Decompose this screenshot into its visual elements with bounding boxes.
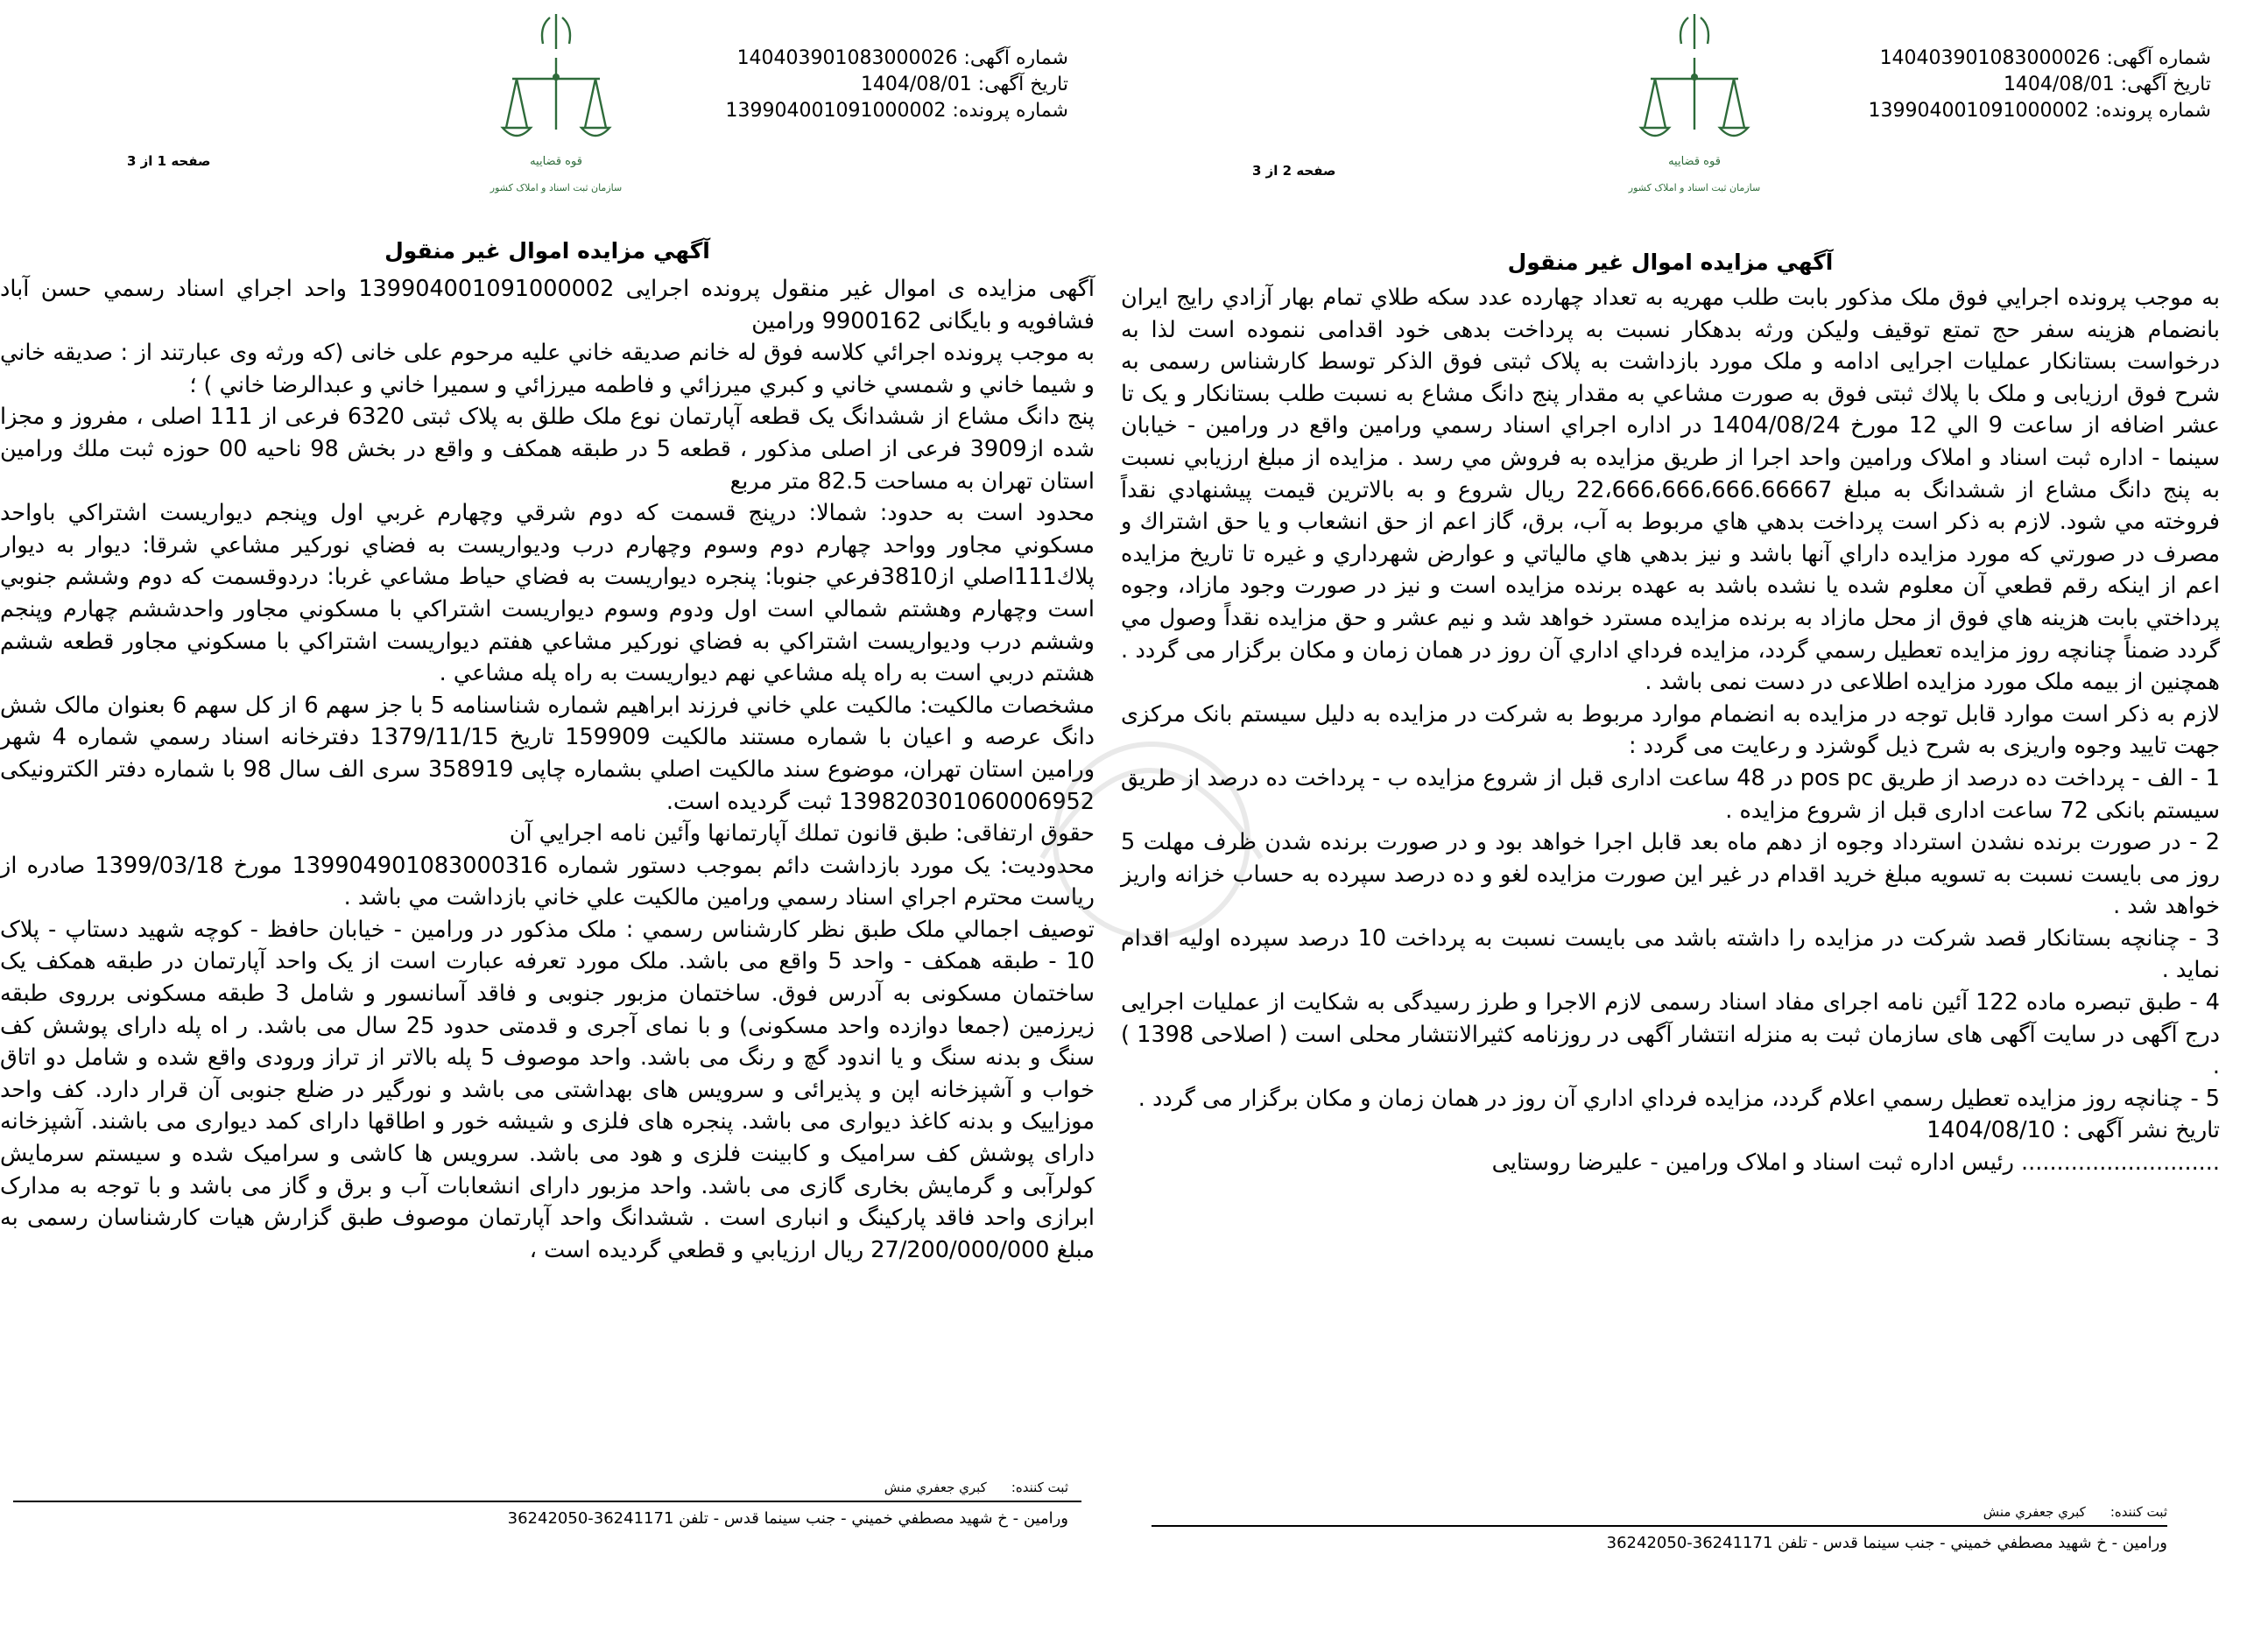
logo-caption-top: قوه قضاییه — [530, 155, 582, 168]
ad-date: 1404/08/01 — [860, 74, 972, 95]
paragraph: 2 - در صورت برنده نشدن استرداد وجوه از دهم ماه بعد قابل اجرا خواهد بود و در صورت برنده شدن ظرف مهلت 5 روز می بايست نسبت به تسويه مبلغ خريد اقدام در غير اين صورت مزايده لغو و ده درصد سپرده به حساب خزانه واريز خواهد شد . — [1121, 829, 2220, 920]
ad-number-label: شماره آگهی: — [963, 47, 1068, 69]
logo-caption-bottom: سازمان ثبت اسناد و املاک کشور — [490, 182, 623, 193]
registrar-label: ثبت کننده: — [1011, 1480, 1068, 1495]
paragraph: 5 - چنانچه روز مزايده تعطيل رسمي اعلام گردد، مزايده فرداي اداري آن روز در همان زمان و مکان برگزار می گردد . — [1138, 1085, 2220, 1112]
ad-date-label: تاریخ آگهی: — [977, 74, 1068, 95]
paragraph: 1 - الف - پرداخت ده درصد از طريق pos pc در 48 ساعت اداری قبل از شروع مزايده ب - پرداخت ده درصد از طريق سيستم بانکی 72 ساعت اداری قبل از شروع مزايده . — [1121, 764, 2220, 824]
paragraph: لازم به ذکر است موارد قابل توجه در مزايده به انضمام موارد مربوط به شرکت در مزايده به دليل سيستم بانک مرکزی جهت تاييد وجوه واريزی به شرح ذيل گوشزد و رعايت می گردد : — [1121, 700, 2220, 760]
notice-title: آگهي مزايده اموال غير منقول — [384, 238, 710, 264]
paragraph: به موجب پرونده اجرائي كلاسه فوق له خانم صديقه خاني عليه مرحوم علی خانی (که ورثه وی عبارتند از : صديقه خاني و شيما خاني و شمسي خاني و کبري ميرزائي و فاطمه ميرزائي و سميرا خاني و عبدالرضا خاني ) ؛ — [0, 340, 1095, 398]
registrar-label: ثبت کننده: — [2110, 1504, 2167, 1520]
notice-page-2 — [1121, 0, 2220, 1638]
paragraph: 3 - چنانچه بستانکار قصد شرکت در مزايده را داشته باشد می بايست نسبت به پرداخت 10 درصد سپرده اوليه اقدام نمايد . — [1121, 924, 2220, 984]
notice-body — [0, 273, 1095, 1266]
signature-line: ............................ رئيس اداره ثبت اسناد و املاک ورامين - عليرضا روستايی — [1491, 1149, 2220, 1177]
paragraph: آگهی مزايده ی اموال غير منقول پرونده اجرايی 139904001091000002 واحد اجراي اسناد رسمي حسن آباد فشافويه و بايگانی 9900162 ورامين — [0, 276, 1095, 334]
notice-meta — [726, 46, 1068, 124]
office-address: ورامين - خ شهيد مصطفي خميني - جنب سينما قدس - تلفن 36241171-36242050 — [1606, 1534, 2167, 1552]
notice-body — [1121, 282, 2220, 1179]
notice-title: آگهي مزايده اموال غير منقول — [1507, 250, 1834, 275]
case-number: 139904001091000002 — [1868, 100, 2089, 122]
ad-date: 1404/08/01 — [2003, 74, 2115, 95]
page-footer — [1121, 1504, 2220, 1552]
case-number-label: شماره پرونده: — [952, 100, 1068, 122]
paragraph: پنج دانگ مشاع از ششدانگ يک قطعه آپارتمان نوع ملک طلق به پلاک ثبتی 6320 فرعی از 111 اصلی ، مفروز و مجزا شده از3909 فرعی از اصلی مذکور ، قطعه 5 در طبقه همکف و واقع در بخش 98 ناحيه 00 حوزه ثبت ملك ورامين استان تهران به مساحت 82.5 متر مربع — [0, 404, 1095, 495]
notice-page-1 — [0, 0, 1095, 1638]
ad-number-label: شماره آگهی: — [2106, 47, 2211, 69]
footer-divider — [1152, 1525, 2167, 1527]
registrar-name: کبري جعفري منش — [884, 1480, 987, 1495]
paragraph: 4 - طبق تبصره ماده 122 آئين نامه اجرای مفاد اسناد رسمی لازم الاجرا و طرز رسيدگی به شکايت از عمليات اجرايی درج آگهی در سايت آگهی های سازمان ثبت به منزله انتشار آگهی در روزنامه کثيرالانتشار محلی است ( اصلاحی 1398 ) . — [1121, 989, 2220, 1080]
case-number: 139904001091000002 — [725, 100, 947, 122]
registrar-name: کبري جعفري منش — [1983, 1504, 2086, 1520]
notice-meta — [1869, 46, 2211, 124]
page-number: صفحه 2 از 3 — [1252, 163, 1336, 179]
page-footer — [0, 1480, 1095, 1528]
ad-number: 140403901083000026 — [1879, 47, 2101, 69]
case-number-label: شماره پرونده: — [2095, 100, 2211, 122]
paragraph: توصيف اجمالي ملک طبق نظر کارشناس رسمي : ملک مذکور در ورامين - خيابان حافظ - کوچه شهيد دستاپ - پلاک 10 - طبقه همکف - واحد 5 واقع می باشد. ملک مورد تعرفه عبارت است از يک واحد آپارتمان در طبقه همکف يک ساختمان مسکونی به آدرس فوق. ساختمان مزبور جنوبی و فاقد آسانسور و شامل 3 طبقه مسکونی برروی طبقه زيرزمين (جمعا دوازده واحد مسکونی) و با نمای آجری و قدمتی حدود 25 سال می باشد. ر اه پله دارای پوشش کف سنگ و بدنه سنگ و يا اندود گچ و رنگ می باشد. واحد موصوف 5 پله بالاتر از تراز ورودی واقع شده و شامل دو اتاق خواب و آشپزخانه اپن و پذيرائی و سرويس های بهداشتی می باشد و نورگير در ضلع جنوبی آن قرار دارد. کف واحد موزاييک و بدنه کاغذ ديواری می باشد. پنجره های فلزی و شيشه خور و اطاقها دارای کمد ديواری می باشند. آشپزخانه دارای پوشش کف سراميک و کابينت فلزی و هود می باشد. سرويس ها کاشی و سراميک شده و سيستم سرمايش کولرآبی و گرمايش بخاری گازی می باشد. واحد مزبور دارای انشعابات آب و برق و گاز می باشد و با توجه به مدارک ابرازی واحد فاقد پارکينگ و انباری است . ششدانگ واحد آپارتمان موصوف طبق گزارش هيات کارشناسان رسمی به مبلغ 27/200/000/000 ريال ارزيابي و قطعي گرديده است ، — [0, 916, 1095, 1263]
ad-date-label: تاریخ آگهی: — [2120, 74, 2211, 95]
paragraph: محدوديت: يک مورد بازداشت دائم بموجب دستور شماره 139904901083000316 مورخ 1399/03/18 صادره از رياست محترم اجراي اسناد رسمي ورامين مالكيت علي خاني بازداشت مي باشد . — [0, 852, 1095, 911]
publish-date: تاريخ نشر آگهی : 1404/08/10 — [1926, 1117, 2220, 1144]
office-address: ورامين - خ شهيد مصطفي خميني - جنب سينما قدس - تلفن 36241171-36242050 — [507, 1509, 1068, 1528]
footer-divider — [13, 1501, 1081, 1502]
page-number: صفحه 1 از 3 — [127, 153, 211, 169]
logo-caption-bottom: سازمان ثبت اسناد و املاک کشور — [1628, 182, 1761, 193]
paragraph: به موجب پرونده اجرايي فوق ملک مذکور بابت طلب مهريه به تعداد چهارده عدد سکه طلاي تمام بهار آزادي رايج ايران بانضمام هزينه سفر حج تمتع توقيف وليکن ورثه بدهکار نسبت به پرداخت بدهی خود اقدامی ننموده است لذا به درخواست بستانکار عمليات اجرايی ادامه و ملک مورد بازداشت به پلاک ثبتی فوق الذکر توسط کارشناس رسمی به شرح فوق ارزيابی و ملک با پلاك ثبتی فوق به صورت مشاعي به مقدار پنج دانگ مشاع به نسبت طلب بستانکار و يک تا عشر اضافه از ساعت 9 الي 12 مورخ 1404/08/24 در اداره اجراي اسناد رسمي ورامين واقع در ورامين - خيابان سينما - اداره ثبت اسناد و املاک ورامين واحد اجرا از طريق مزايده به فروش مي رسد . مزايده از مبلغ ارزيابي نسبت به پنج دانگ مشاع از ششدانگ به مبلغ 22،666،666،666.66667 ريال شروع و به بالاترين قيمت پيشنهادي نقداً فروخته مي شود. لازم به ذکر است پرداخت بدهي هاي مربوط به آب، برق، گاز اعم از حق انشعاب و يا حق اشتراك و مصرف در صورتي که مورد مزايده داراي آنها باشد و نيز بدهي هاي مالياتي و عوارض شهرداري و غيره تا تاريخ مزايده اعم از اينکه رقم قطعي آن معلوم شده يا نشده باشد به عهده برنده مزايده است و نيز در صورت وجود مازاد، وجوه پرداختي بابت هزينه هاي فوق از محل مازاد به برنده مزايده مسترد خواهد شد و نيم عشر و حق مزايده نقداً وصول مي گردد ضمناً چنانچه روز مزايده تعطيل رسمي گردد، مزايده فرداي اداري آن روز در همان زمان و مکان برگزار می گردد . همچنين از بيمه ملک مورد مزايده اطلاعی در دست نمی باشد . — [1121, 285, 2220, 696]
paragraph: محدود است به حدود: شمالا: درپنج قسمت كه دوم شرقي وچهارم غربي اول وپنجم ديواريست اشتراكي باواحد مسكوني مجاور وواحد چهارم دوم وسوم وچهارم درب وديواريست به فضاي نوركير مشاعي شرقا: ديوار به ديوار پلاك111اصلي از3810فرعي جنوبا: پنجره ديواريست به فضاي حياط مشاعي غربا: دردوقسمت كه دوم وششم جنوبي است وچهارم وهشتم شمالي است اول ودوم وسوم ديواريست اشتراكي با مسكوني مجاور واحدششم چهارم وپنجم وششم درب وديواريست اشتراكي به فضاي نوركير مشاعي هفتم ديواريست اشتراكي با مسكوني مجاور قطعه ششم هشتم دربي است به راه پله مشاعي نهم ديواريست به راه پله مشاعي . — [0, 500, 1095, 687]
logo-caption-top: قوه قضاییه — [1668, 155, 1721, 168]
paragraph: مشخصات مالکيت: مالكيت علي خاني فرزند ابراهيم شماره شناسنامه 5 با جز سهم 6 از كل سهم 6 بعنوان مالک شش دانگ عرصه و اعيان با شماره مستند مالكيت 159909 تاريخ 1379/11/15 دفترخانه اسناد رسمي شماره 4 شهر ورامين استان تهران، موضوع سند مالكيت اصلي بشماره چاپی 358919 سری الف سال 98 با شماره دفتر الکترونيکی 139820301060006952 ثبت گرديده است. — [0, 692, 1095, 815]
judiciary-scales-logo-icon — [1620, 7, 1769, 204]
paragraph: حقوق ارتفاقی: طبق قانون تملك آپارتمانها وآئين نامه اجرايي آن — [509, 820, 1095, 847]
ad-number: 140403901083000026 — [736, 47, 958, 69]
judiciary-scales-logo-icon — [482, 7, 630, 204]
